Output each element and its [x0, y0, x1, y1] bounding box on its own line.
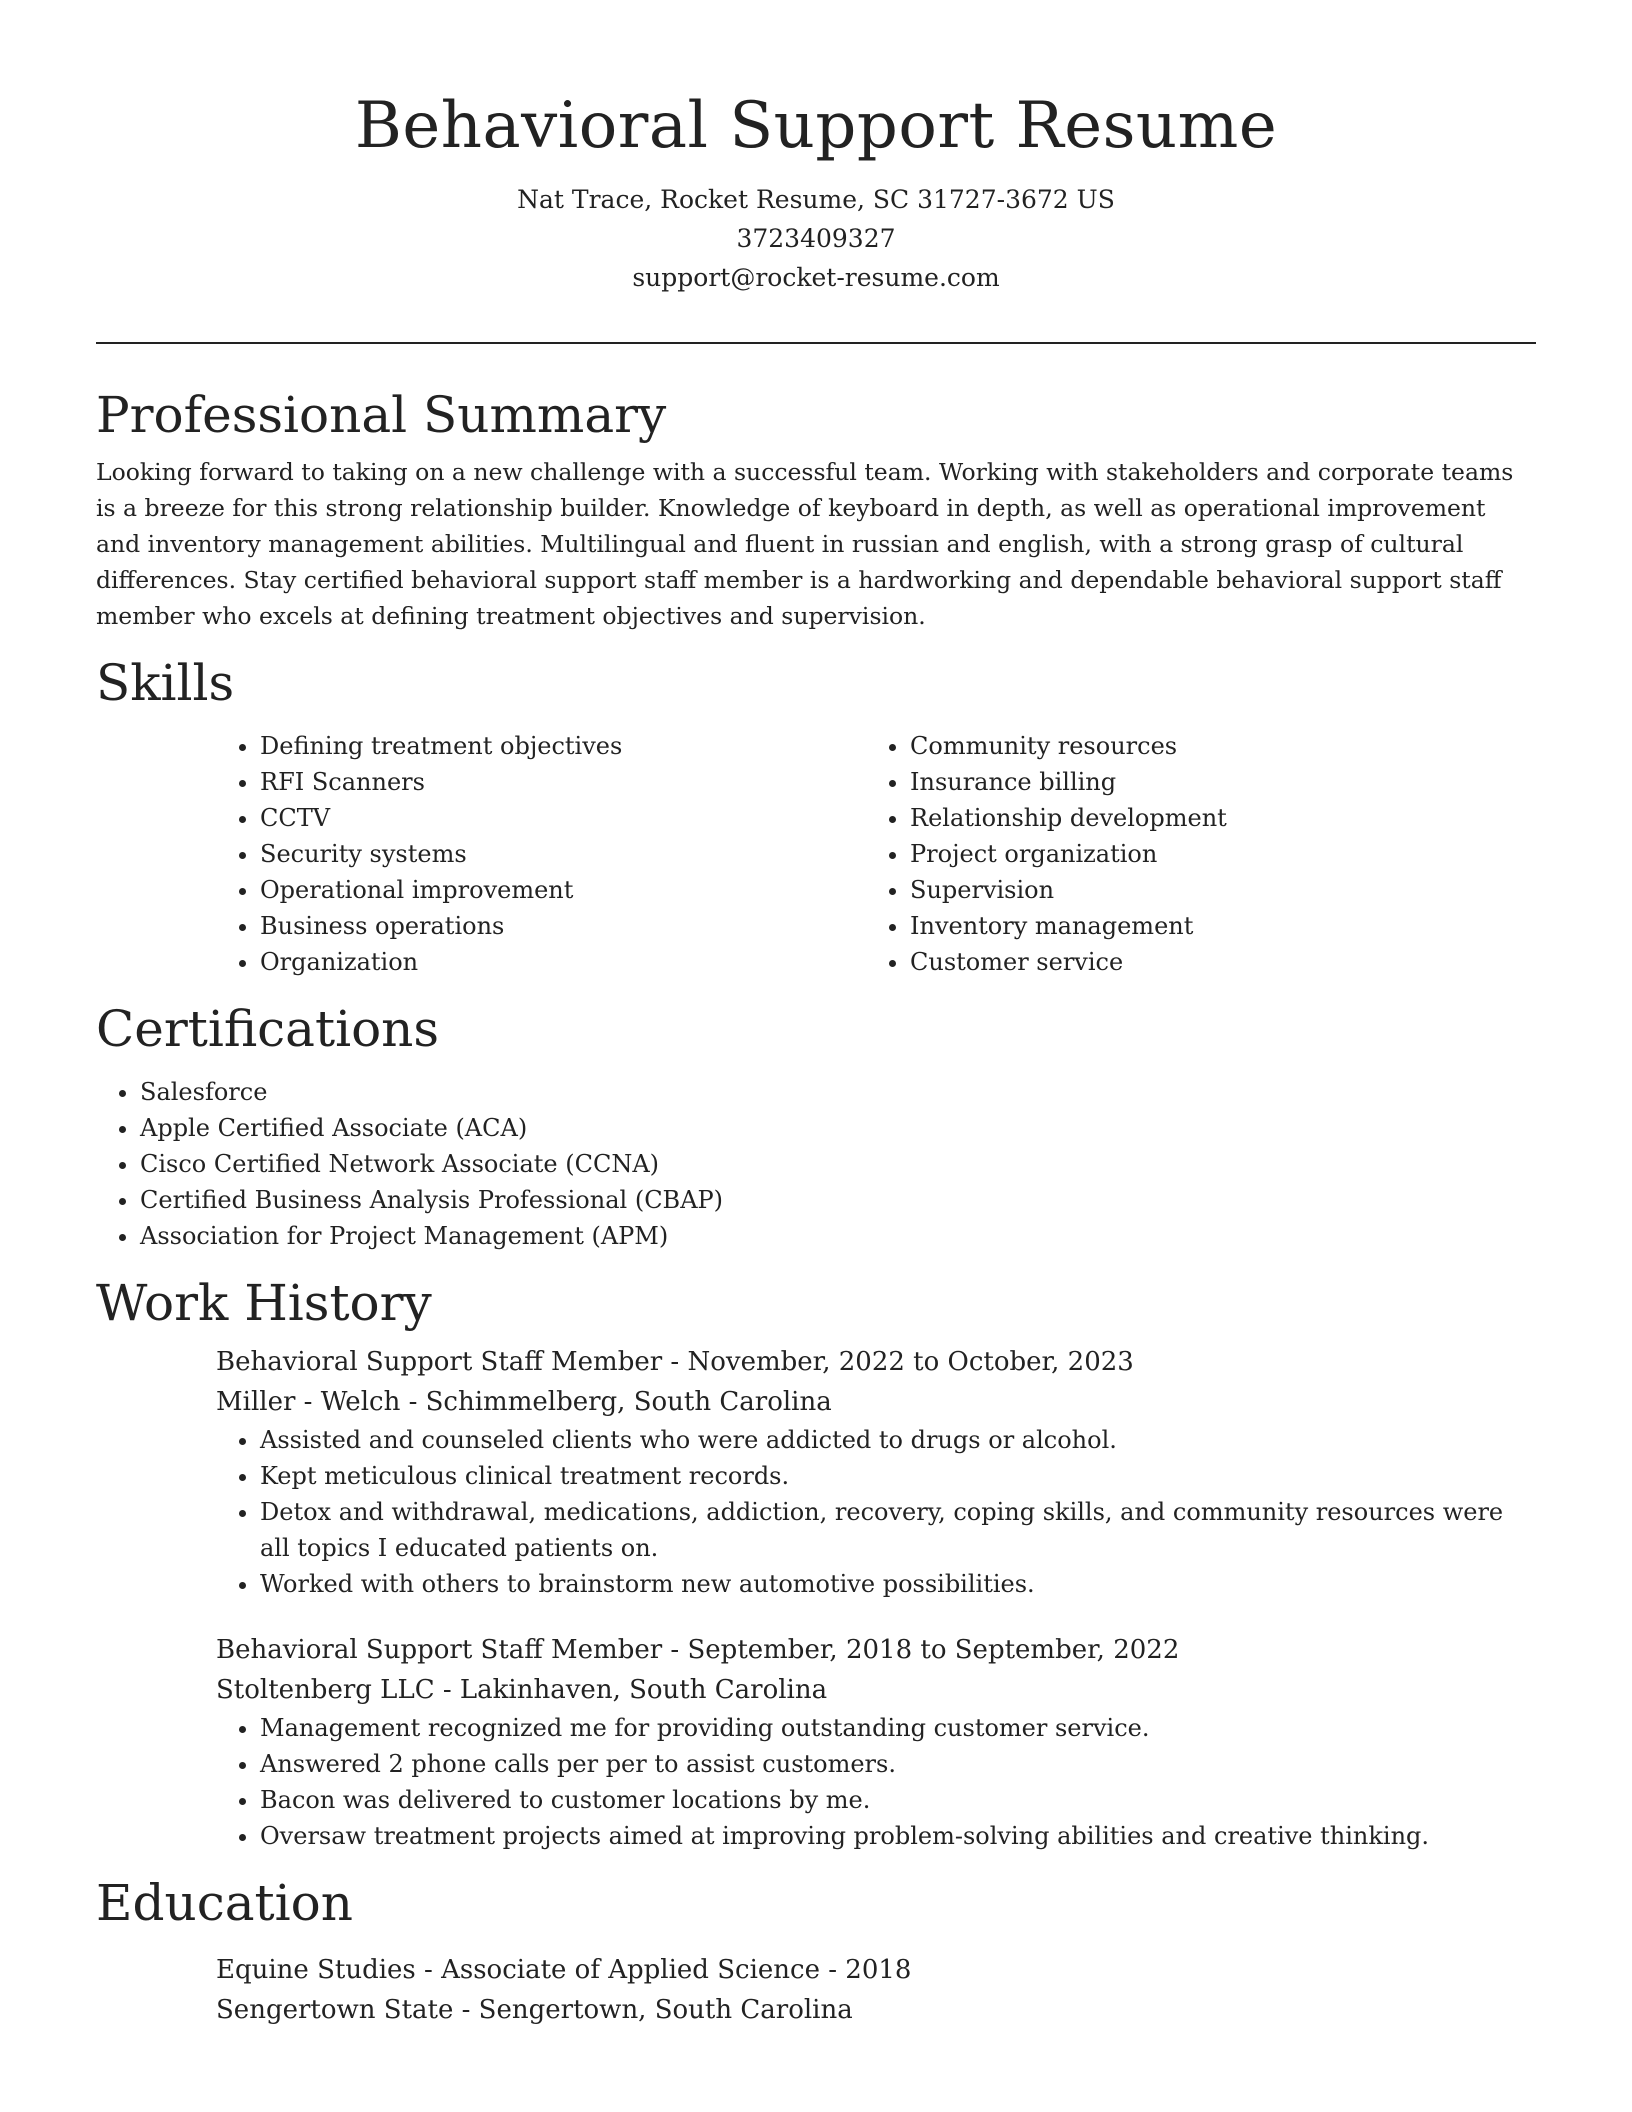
- skills-list-left: [216, 728, 866, 980]
- skill-item: • Project organization: [910, 836, 1516, 872]
- resume-body: [96, 380, 1536, 2030]
- skill-item: • CCTV: [260, 800, 866, 836]
- skill-item: • RFI Scanners: [260, 764, 866, 800]
- job-entry: [216, 1342, 1536, 1602]
- certifications-list: [96, 1074, 1536, 1254]
- work-history-heading: Work History: [96, 1274, 432, 1332]
- job-title-line: Behavioral Support Staff Member - September, 2018 to September, 2022: [216, 1635, 1180, 1665]
- contact-phone: 3723409327: [736, 224, 896, 253]
- summary-heading: Professional Summary: [96, 386, 667, 444]
- contact-email: support@rocket-resume.com: [632, 263, 1000, 292]
- job-duty-item: • Kept meticulous clinical treatment records.: [260, 1458, 1536, 1494]
- job-company-line: Stoltenberg LLC - Lakinhaven, South Carolina: [216, 1675, 828, 1705]
- education-section: [96, 1868, 1536, 2030]
- resume-title: Behavioral Support Resume: [354, 89, 1278, 163]
- certification-item: • Cisco Certified Network Associate (CCNA): [140, 1146, 1536, 1182]
- certifications-heading: Certifications: [96, 1000, 440, 1058]
- certification-item: • Association for Project Management (APM): [140, 1218, 1536, 1254]
- certification-item: • Apple Certified Associate (ACA): [140, 1110, 1536, 1146]
- job-duty-item: • Detox and withdrawal, medications, addiction, recovery, coping skills, and community resources were all topics I educated patients on.: [260, 1494, 1536, 1566]
- job-duty-item: • Assisted and counseled clients who were addicted to drugs or alcohol.: [260, 1422, 1536, 1458]
- summary-text: Looking forward to taking on a new challenge with a successful team. Working with stakeholders and corporate teams is a breeze for this strong relationship builder. Knowledge of keyboard in depth, as well as operational improvement and inventory management abilities. Multilingual and fluent in russian and english, with a strong grasp of cultural differences. Stay certified behavioral support staff member is a hardworking and dependable behavioral support staff member who excels at defining treatment objectives and supervision.: [96, 458, 1514, 630]
- skills-section: [96, 648, 1536, 980]
- skills-list-right: [866, 728, 1516, 980]
- skill-item: • Security systems: [260, 836, 866, 872]
- skill-item: • Relationship development: [910, 800, 1516, 836]
- summary-section: [96, 380, 1536, 634]
- skill-item: • Customer service: [910, 944, 1516, 980]
- skill-item: • Business operations: [260, 908, 866, 944]
- skill-item: • Supervision: [910, 872, 1516, 908]
- skill-item: • Operational improvement: [260, 872, 866, 908]
- job-title-line: Behavioral Support Staff Member - November, 2022 to October, 2023: [216, 1347, 1134, 1377]
- job-duty-item: • Management recognized me for providing outstanding customer service.: [260, 1710, 1536, 1746]
- skill-item: • Insurance billing: [910, 764, 1516, 800]
- certification-item: • Salesforce: [140, 1074, 1536, 1110]
- resume-header: [0, 0, 1632, 297]
- skill-item: • Community resources: [910, 728, 1516, 764]
- job-duties-list: [216, 1422, 1536, 1602]
- certification-item: • Certified Business Analysis Professional (CBAP): [140, 1182, 1536, 1218]
- skill-item: • Organization: [260, 944, 866, 980]
- job-duty-item: • Answered 2 phone calls per per to assist customers.: [260, 1746, 1536, 1782]
- contact-info: [0, 180, 1632, 297]
- header-divider: [96, 342, 1536, 344]
- education-school-line: Sengertown State - Sengertown, South Carolina: [216, 1995, 853, 2025]
- skill-item: • Inventory management: [910, 908, 1516, 944]
- skills-heading: Skills: [96, 654, 235, 712]
- job-duty-item: • Worked with others to brainstorm new automotive possibilities.: [260, 1566, 1536, 1602]
- education-heading: Education: [96, 1874, 353, 1932]
- skills-column-left: [216, 728, 866, 980]
- contact-address: Nat Trace, Rocket Resume, SC 31727-3672 US: [517, 185, 1115, 214]
- skills-column-right: [866, 728, 1516, 980]
- work-history-section: [96, 1268, 1536, 1854]
- education-degree-line: Equine Studies - Associate of Applied Science - 2018: [216, 1955, 912, 1985]
- job-duty-item: • Bacon was delivered to customer locations by me.: [260, 1782, 1536, 1818]
- skills-grid: [216, 728, 1536, 980]
- job-duties-list: [216, 1710, 1536, 1854]
- job-entry: [216, 1630, 1536, 1854]
- education-entry: [216, 1950, 1536, 2030]
- skill-item: • Defining treatment objectives: [260, 728, 866, 764]
- job-duty-item: • Oversaw treatment projects aimed at improving problem-solving abilities and creative thinking.: [260, 1818, 1536, 1854]
- certifications-section: [96, 994, 1536, 1254]
- job-company-line: Miller - Welch - Schimmelberg, South Carolina: [216, 1387, 832, 1417]
